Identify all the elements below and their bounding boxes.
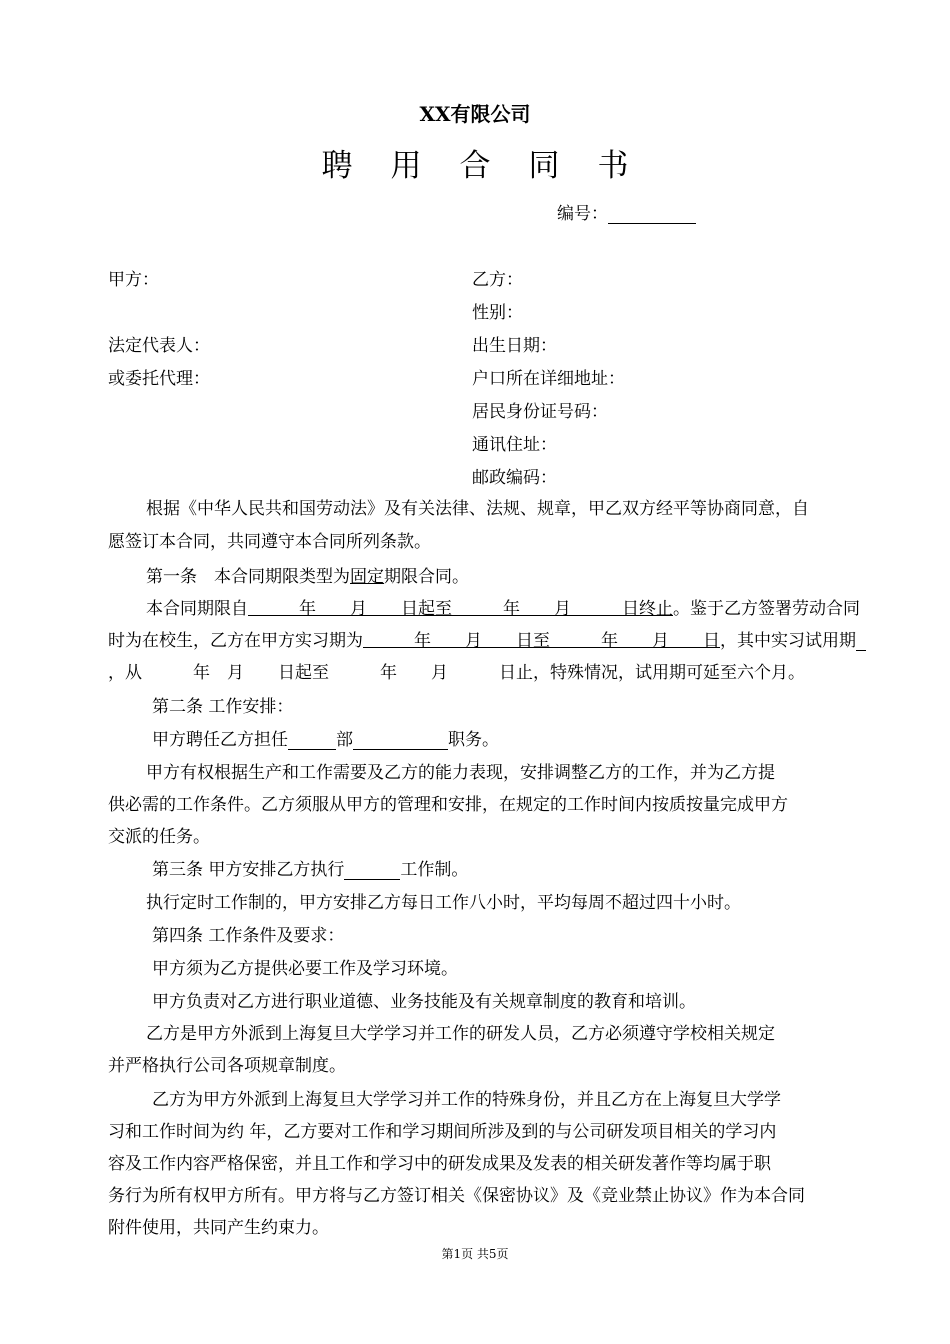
hukou-address-label: 户口所在详细地址： — [472, 369, 625, 389]
contract-type: 固定 — [350, 567, 384, 587]
term-dates: 年 月 日起至 年 月 日终止 — [248, 599, 673, 619]
term-line — [108, 626, 866, 651]
article-4-para: 甲方须为乙方提供必要工作及学习环境。 — [152, 959, 458, 979]
postcode-label: 邮政编码： — [472, 468, 557, 488]
page-number: 第1页 共5页 — [441, 1247, 509, 1261]
legal-rep-label: 法定代表人： — [108, 336, 210, 356]
article-4-para: 并严格执行公司各项规章制度。 — [108, 1056, 346, 1076]
term-text: ，其中实习试用期 — [720, 631, 856, 651]
intro-line: 愿签订本合同，共同遵守本合同所列条款。 — [108, 532, 431, 552]
article-2-position — [152, 725, 499, 750]
title-char: 书 — [597, 148, 629, 184]
article-3-text: 工作制。 — [400, 860, 469, 880]
party-a-label: 甲方： — [108, 270, 159, 290]
article-4-para: 乙方是甲方外派到上海复旦大学学习并工作的研发人员，乙方必须遵守学校相关规定 — [146, 1024, 775, 1044]
term-text: 。鉴于乙方签署劳动合同 — [673, 599, 860, 619]
id-number-label: 居民身份证号码： — [472, 402, 608, 422]
term-line — [146, 594, 860, 619]
party-b-label: 乙方： — [472, 270, 523, 290]
article-3-para: 执行定时工作制的，甲方安排乙方每日工作八小时，平均每周不超过四十小时。 — [146, 893, 741, 913]
position-text: 职务。 — [448, 730, 499, 750]
article-4-para: 习和工作时间为约 年，乙方要对工作和学习期间所涉及到的与公司研发项目相关的学习内 — [108, 1122, 777, 1142]
article-3-heading — [152, 855, 468, 880]
title-char: 合 — [459, 148, 491, 184]
article-2-heading: 第二条 工作安排： — [152, 697, 294, 717]
term-text: 时为在校生，乙方在甲方实习期为 — [108, 631, 363, 651]
title-char: 用 — [390, 148, 422, 184]
article-2-para: 甲方有权根据生产和工作需要及乙方的能力表现，安排调整乙方的工作，并为乙方提 — [146, 763, 775, 783]
article-1-text: 期限合同。 — [384, 567, 469, 587]
position-text: 部 — [336, 730, 353, 750]
article-4-para: 附件使用，共同产生约束力。 — [108, 1218, 329, 1238]
probation-blank — [856, 632, 866, 651]
serial-number — [557, 199, 696, 224]
article-1 — [146, 562, 469, 587]
article-4-para: 乙方为甲方外派到上海复旦大学学习并工作的特殊身份，并且乙方在上海复旦大学学 — [152, 1090, 781, 1110]
article-2-para: 交派的任务。 — [108, 827, 210, 847]
article-3-text: 第三条 甲方安排乙方执行 — [152, 860, 345, 880]
intro-line: 根据《中华人民共和国劳动法》及有关法律、法规、规章，甲乙双方经平等协商同意，自 — [146, 499, 809, 519]
title-char: 同 — [528, 148, 560, 184]
company-name: XX有限公司 — [419, 102, 531, 126]
article-2-para: 供必需的工作条件。乙方须服从甲方的管理和安排，在规定的工作时间内按质按量完成甲方 — [108, 795, 788, 815]
serial-label: 编号： — [557, 204, 608, 224]
article-4-heading: 第四条 工作条件及要求： — [152, 926, 345, 946]
term-line: ，从 年 月 日起至 年 月 日止，特殊情况，试用期可延至六个月。 — [108, 663, 805, 683]
birthdate-label: 出生日期： — [472, 336, 557, 356]
article-4-para: 容及工作内容严格保密，并且工作和学习中的研发成果及发表的相关研发著作等均属于职 — [108, 1154, 771, 1174]
article-4-para: 务行为所有权甲方所有。甲方将与乙方签订相关《保密协议》及《竞业禁止协议》作为本合同 — [108, 1186, 805, 1206]
title-char: 聘 — [321, 148, 353, 184]
term-text: 本合同期限自 — [146, 599, 248, 619]
position-text: 甲方聘任乙方担任 — [152, 730, 288, 750]
internship-dates: 年 月 日至 年 月 日 — [363, 631, 720, 651]
document-title — [0, 140, 950, 185]
gender-label: 性别： — [472, 303, 523, 323]
article-1-text: 第一条 本合同期限类型为 — [146, 567, 350, 587]
department-blank — [288, 731, 336, 750]
position-blank — [353, 731, 448, 750]
work-system-blank — [344, 861, 400, 880]
mailing-address-label: 通讯住址： — [472, 435, 557, 455]
article-4-para: 甲方负责对乙方进行职业道德、业务技能及有关规章制度的教育和培训。 — [152, 992, 696, 1012]
agent-label: 或委托代理： — [108, 369, 210, 389]
serial-blank — [608, 205, 696, 224]
